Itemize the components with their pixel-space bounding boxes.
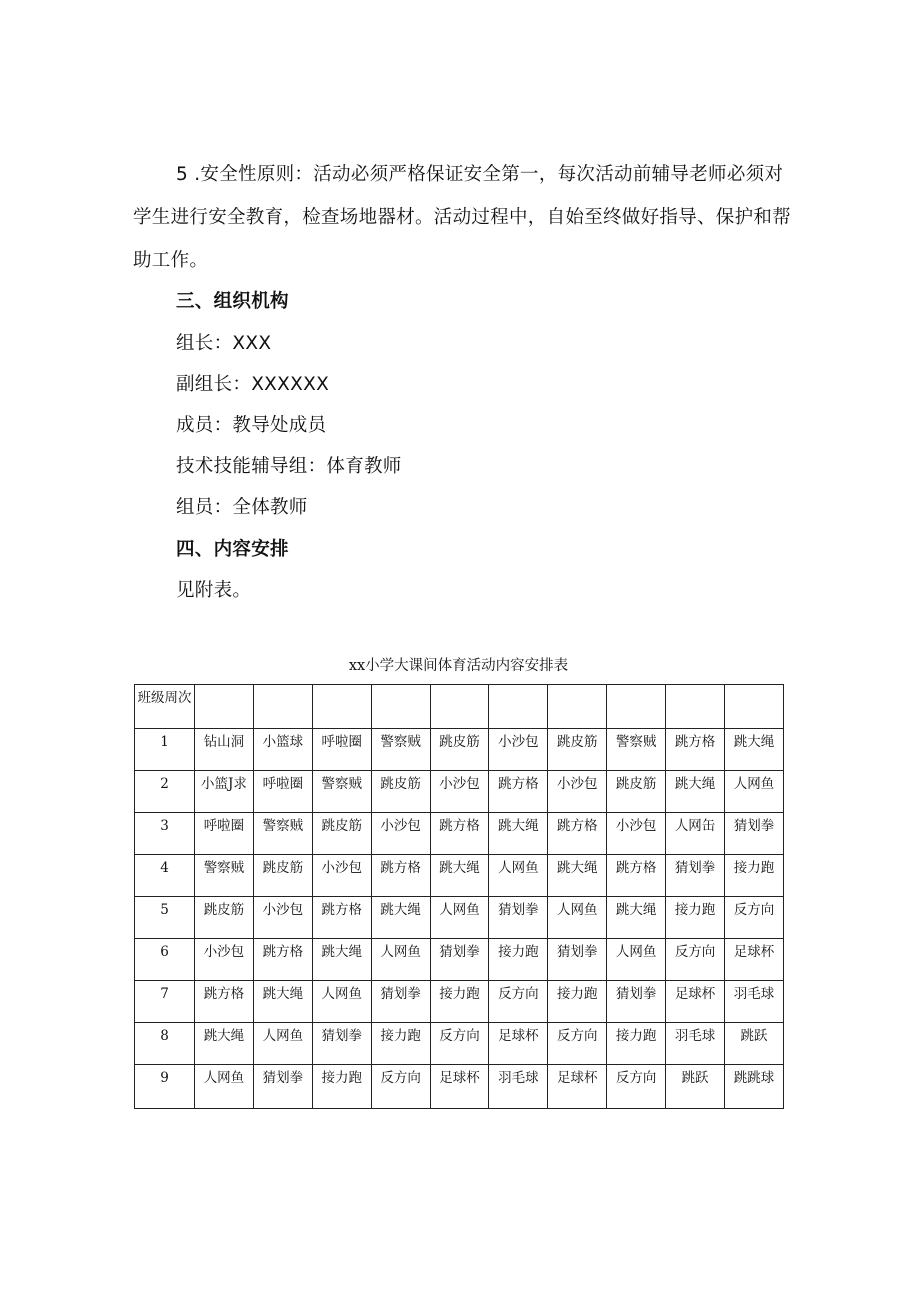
activity-cell <box>489 685 548 729</box>
activity-cell: 人网鱼 <box>371 939 430 981</box>
activity-cell: 跳跃 <box>666 1065 725 1109</box>
activity-cell: 人网鱼 <box>548 897 607 939</box>
week-cell: 班级周次 <box>135 685 195 729</box>
activity-cell: 反方向 <box>666 939 725 981</box>
activity-cell: 跳跃 <box>725 1023 784 1065</box>
activity-cell: 羽毛球 <box>489 1065 548 1109</box>
activity-cell: 小沙包 <box>430 771 489 813</box>
activity-cell: 跳大绳 <box>253 981 312 1023</box>
members-line: 成员：教导处成员 <box>176 415 327 436</box>
week-cell: 2 <box>135 771 195 813</box>
activity-cell: 人网鱼 <box>195 1065 254 1109</box>
activity-cell: 反方向 <box>607 1065 666 1109</box>
activity-cell: 接力跑 <box>371 1023 430 1065</box>
activity-cell: 跳方格 <box>430 813 489 855</box>
activity-cell: 警察贼 <box>312 771 371 813</box>
activity-cell: 人网鱼 <box>253 1023 312 1065</box>
table-title: xx小学大课间体育活动内容安排表 <box>348 658 569 674</box>
activity-cell: 呼啦圈 <box>253 771 312 813</box>
activity-cell: 人网鱼 <box>430 897 489 939</box>
activity-cell: 人网缶 <box>666 813 725 855</box>
week-cell: 8 <box>135 1023 195 1065</box>
activity-cell: 跳方格 <box>253 939 312 981</box>
activity-cell: 猜划拳 <box>430 939 489 981</box>
activity-cell <box>195 685 254 729</box>
activity-cell: 接力跑 <box>489 939 548 981</box>
activity-cell: 跳皮筋 <box>195 897 254 939</box>
deputy-leader-line: 副组长：XXXXXX <box>176 374 330 395</box>
table-row <box>135 981 784 1023</box>
activity-cell: 猜划拳 <box>666 855 725 897</box>
week-cell: 6 <box>135 939 195 981</box>
week-cell: 9 <box>135 1065 195 1109</box>
content-arrangement-heading: 四、内容安排 <box>176 539 289 560</box>
activity-cell: 反方向 <box>725 897 784 939</box>
activity-cell: 反方向 <box>489 981 548 1023</box>
activity-cell: 猜划拳 <box>548 939 607 981</box>
activity-cell <box>371 685 430 729</box>
activity-cell: 跳大绳 <box>548 855 607 897</box>
activity-cell: 接力跑 <box>666 897 725 939</box>
activity-cell: 小沙包 <box>607 813 666 855</box>
activity-cell: 跳方格 <box>666 729 725 771</box>
activity-cell: 跳大绳 <box>489 813 548 855</box>
activity-cell: 猜划拳 <box>253 1065 312 1109</box>
activity-cell: 跳大绳 <box>195 1023 254 1065</box>
activity-cell: 接力跑 <box>548 981 607 1023</box>
activity-cell <box>548 685 607 729</box>
activity-cell: 接力跑 <box>607 1023 666 1065</box>
activity-cell: 小沙包 <box>195 939 254 981</box>
activity-cell: 接力跑 <box>312 1065 371 1109</box>
activity-cell: 反方向 <box>548 1023 607 1065</box>
activity-cell: 警察贼 <box>253 813 312 855</box>
activity-cell <box>253 685 312 729</box>
activity-cell: 跳方格 <box>607 855 666 897</box>
activity-cell: 小沙包 <box>312 855 371 897</box>
activity-cell: 警察贼 <box>195 855 254 897</box>
table-row <box>135 855 784 897</box>
activity-cell: 警察贼 <box>371 729 430 771</box>
activity-cell: 猜划拳 <box>371 981 430 1023</box>
week-cell: 5 <box>135 897 195 939</box>
activity-cell: 足球杯 <box>666 981 725 1023</box>
activity-cell: 跳方格 <box>548 813 607 855</box>
activity-cell: 跳皮筋 <box>607 771 666 813</box>
tech-group-line: 技术技能辅导组：体育教师 <box>176 456 402 477</box>
activity-cell: 跳大绳 <box>725 729 784 771</box>
activity-cell: 呼啦圈 <box>312 729 371 771</box>
activity-cell: 跳方格 <box>489 771 548 813</box>
activity-cell: 跳方格 <box>371 855 430 897</box>
activity-cell: 猜划拳 <box>607 981 666 1023</box>
activity-cell: 跳方格 <box>312 897 371 939</box>
week-cell: 4 <box>135 855 195 897</box>
activity-cell: 跳皮筋 <box>548 729 607 771</box>
activity-cell: 跳大绳 <box>666 771 725 813</box>
activity-cell: 小篮J求 <box>195 771 254 813</box>
activity-cell: 足球杯 <box>430 1065 489 1109</box>
activity-cell: 警察贼 <box>607 729 666 771</box>
activity-cell: 跳皮筋 <box>371 771 430 813</box>
org-structure-heading: 三、组织机构 <box>176 291 289 312</box>
activity-cell: 小沙包 <box>489 729 548 771</box>
activity-cell: 跳皮筋 <box>312 813 371 855</box>
activity-cell: 足球杯 <box>489 1023 548 1065</box>
activity-cell: 小篮球 <box>253 729 312 771</box>
activity-cell: 小沙包 <box>253 897 312 939</box>
activity-cell: 猜划拳 <box>489 897 548 939</box>
table-row <box>135 897 784 939</box>
leader-line: 组长：XXX <box>176 333 272 354</box>
activity-cell <box>666 685 725 729</box>
table-row <box>135 771 784 813</box>
staff-line: 组员：全体教师 <box>176 497 308 518</box>
activity-cell: 跳跳球 <box>725 1065 784 1109</box>
activity-cell: 跳大绳 <box>430 855 489 897</box>
week-cell: 1 <box>135 729 195 771</box>
activity-cell <box>430 685 489 729</box>
activity-cell: 猜划拳 <box>312 1023 371 1065</box>
activity-cell: 跳大绳 <box>607 897 666 939</box>
activity-cell: 反方向 <box>430 1023 489 1065</box>
table-row <box>135 1023 784 1065</box>
activity-cell: 人网鱼 <box>312 981 371 1023</box>
activity-cell: 人网鱼 <box>607 939 666 981</box>
activity-cell: 人网鱼 <box>725 771 784 813</box>
table-row <box>135 813 784 855</box>
activity-cell: 猜划拳 <box>725 813 784 855</box>
activity-cell: 羽毛球 <box>725 981 784 1023</box>
activity-cell: 跳大绳 <box>312 939 371 981</box>
week-cell: 3 <box>135 813 195 855</box>
activity-cell: 小沙包 <box>371 813 430 855</box>
table-row <box>135 939 784 981</box>
activity-cell: 跳方格 <box>195 981 254 1023</box>
activity-cell: 跳皮筋 <box>253 855 312 897</box>
activity-cell: 跳皮筋 <box>430 729 489 771</box>
activity-cell: 接力跑 <box>725 855 784 897</box>
activity-cell: 羽毛球 <box>666 1023 725 1065</box>
activity-cell: 足球杯 <box>725 939 784 981</box>
week-cell: 7 <box>135 981 195 1023</box>
activity-cell <box>312 685 371 729</box>
activity-cell: 钻山洞 <box>195 729 254 771</box>
safety-principle-paragraph: 5 .安全性原则：活动必须严格保证安全第一，每次活动前辅导老师必须对学生进行安全教育，检查场地器材。活动过程中，自始至终做好指导、保护和帮助工作。 <box>133 164 792 271</box>
table-header-row <box>135 685 784 729</box>
activity-cell: 呼啦圈 <box>195 813 254 855</box>
activity-cell: 人网鱼 <box>489 855 548 897</box>
activity-cell: 跳大绳 <box>371 897 430 939</box>
activity-cell <box>607 685 666 729</box>
activity-cell: 接力跑 <box>430 981 489 1023</box>
table-row <box>135 729 784 771</box>
activity-cell <box>725 685 784 729</box>
schedule-table <box>134 684 784 1109</box>
activity-cell: 足球杯 <box>548 1065 607 1109</box>
activity-cell: 小沙包 <box>548 771 607 813</box>
see-attached-line: 见附表。 <box>176 580 252 601</box>
activity-cell: 反方向 <box>371 1065 430 1109</box>
table-row <box>135 1065 784 1109</box>
